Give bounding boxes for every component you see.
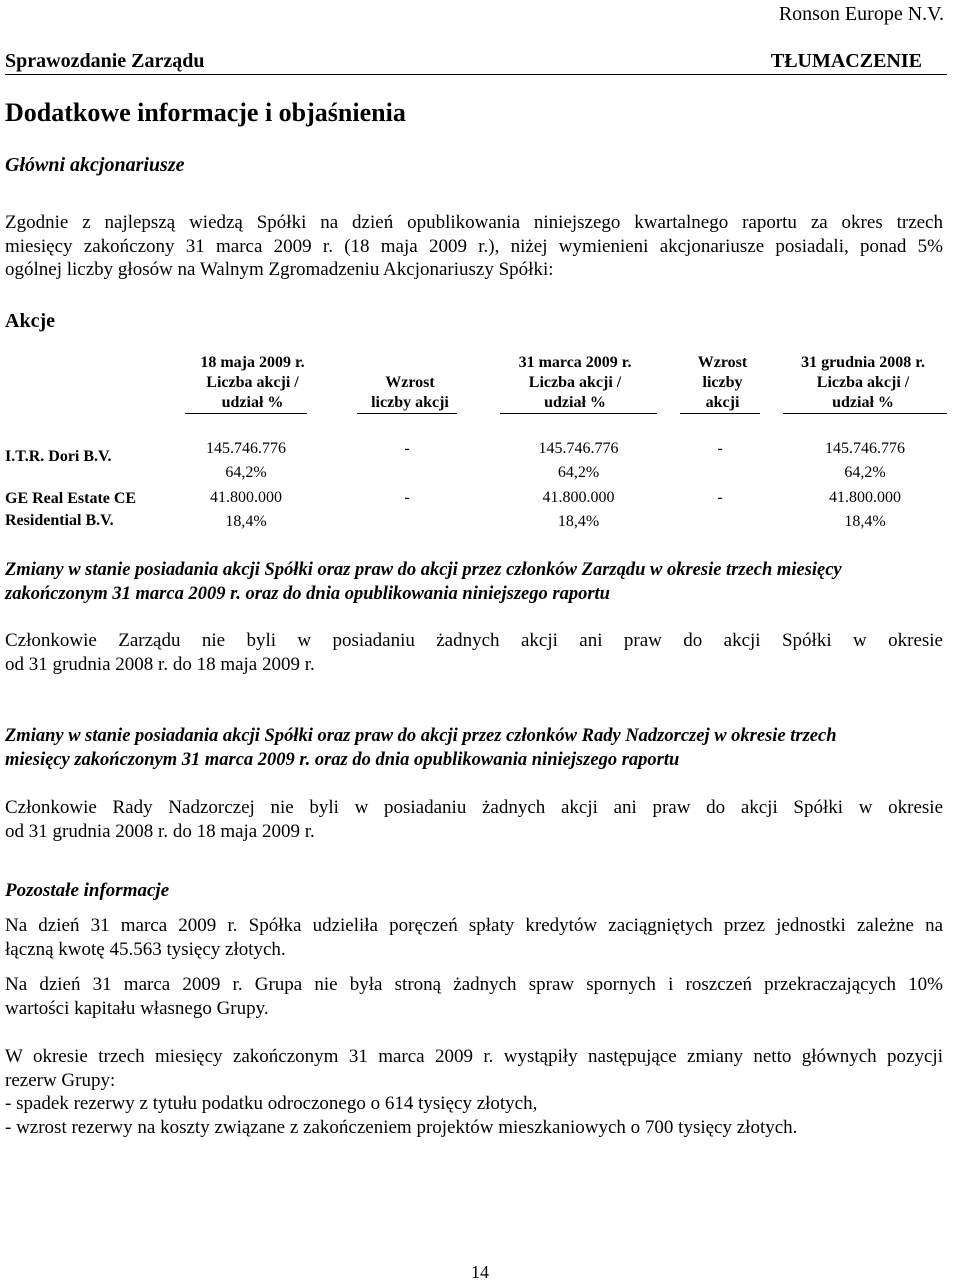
other-info-paragraph-2 (5, 973, 943, 1020)
text-line: łączną kwotę 45.563 tysięcy złotych. (5, 938, 286, 960)
column-underline (185, 413, 307, 414)
table-cell-increase: - (404, 440, 410, 457)
list-item: - spadek rezerwy z tytułu podatku odroczonego o 614 tysięcy złotych, (5, 1093, 538, 1114)
column-header-line: Liczba akcji / (816, 374, 910, 391)
header-divider (5, 74, 947, 75)
table-cell-increase: - (717, 489, 723, 506)
management-changes-text (5, 629, 943, 676)
column-underline (783, 413, 947, 414)
column-header-line: Liczba akcji / (206, 374, 299, 391)
text-line: W okresie trzech miesięcy zakończonym 31 marca 2009 r. wystąpiły następujące zmiany netto głównych pozycji (5, 1046, 943, 1067)
intro-line: ogólnej liczby głosów na Walnym Zgromadzeniu Akcjonariuszy Spółki: (5, 259, 554, 280)
table-cell-increase: - (404, 489, 410, 506)
text-line: od 31 grudnia 2008 r. do 18 maja 2009 r. (5, 653, 315, 675)
column-header-line: 31 marca 2009 r. (518, 354, 632, 371)
column-header-line: 31 grudnia 2008 r. (801, 354, 925, 371)
translation-label: TŁUMACZENIE (770, 50, 922, 72)
heading-line: Zmiany w stanie posiadania akcji Spółki oraz praw do akcji przez członków Rady Nadzorczej w okresie trzech (5, 726, 837, 746)
column-header-line: udział % (544, 394, 606, 411)
table-cell-percent: 18,4% (557, 513, 600, 530)
intro-line: miesięcy zakończony 31 marca 2009 r. (18 maja 2009 r.), niżej wymienieni akcjonariusze posiadali, ponad 5% (5, 235, 943, 257)
text-line: rezerw Grupy: (5, 1069, 116, 1091)
column-header-line: udział % (832, 394, 894, 411)
column-underline (357, 413, 457, 414)
table-cell-percent: 18,4% (844, 513, 886, 530)
text-line: Członkowie Rady Nadzorczej nie byli w posiadaniu żadnych akcji ani praw do akcji Spółki w okresie (5, 797, 943, 818)
column-header-line: Wzrost (385, 374, 435, 391)
supervisory-changes-text (5, 796, 943, 843)
table-cell-percent: 64,2% (844, 464, 886, 481)
other-info-paragraph-3 (5, 1045, 943, 1139)
column-header-line: udział % (221, 394, 284, 411)
table-cell-shares: 41.800.000 (210, 489, 282, 506)
main-shareholders-heading: Główni akcjonariusze (5, 154, 185, 176)
heading-line: zakończonym 31 marca 2009 r. oraz do dnia opublikowania niniejszego raportu (5, 583, 610, 604)
shareholders-intro (5, 211, 943, 282)
section-title: Dodatkowe informacje i objaśnienia (5, 98, 406, 127)
table-cell-percent: 18,4% (225, 513, 267, 530)
text-line: Na dzień 31 marca 2009 r. Spółka udzieliła poręczeń spłaty kredytów zaciągniętych przez jednostki zależne na (5, 915, 943, 936)
list-item: - wzrost rezerwy na koszty związane z zakończeniem projektów mieszkaniowych o 700 tysięcy złotych. (5, 1116, 798, 1138)
report-title: Sprawozdanie Zarządu (5, 50, 205, 72)
shareholder-name-line: I.T.R. Dori B.V. (5, 448, 112, 465)
text-line: Na dzień 31 marca 2009 r. Grupa nie była stroną żadnych spraw spornych i roszczeń przekraczających 10% (5, 974, 943, 995)
other-info-paragraph-1 (5, 914, 943, 961)
supervisory-changes-heading (5, 725, 955, 772)
heading-line: Zmiany w stanie posiadania akcji Spółki oraz praw do akcji przez członków Zarządu w okresie trzech miesięcy (5, 560, 842, 580)
other-info-heading: Pozostałe informacje (5, 880, 170, 901)
column-header-18-may (185, 353, 320, 413)
table-cell-percent: 64,2% (225, 464, 267, 481)
column-header-line: akcji (705, 394, 740, 411)
column-header-31-december (783, 353, 943, 413)
shareholder-name-line: GE Real Estate CE (5, 490, 137, 507)
table-cell-shares: 145.746.776 (538, 440, 619, 457)
column-header-line: 18 maja 2009 r. (200, 354, 305, 371)
column-underline (500, 413, 657, 414)
column-header-line: liczby (702, 374, 743, 391)
column-header-increase-1 (345, 353, 475, 413)
table-cell-percent: 64,2% (557, 464, 600, 481)
column-header-increase-2 (680, 353, 765, 413)
column-header-line: Wzrost (697, 354, 748, 371)
shareholder-name (5, 446, 112, 468)
shares-label: Akcje (5, 310, 55, 332)
column-header-line (345, 353, 475, 373)
column-header-line: liczby akcji (371, 394, 449, 411)
table-cell-shares: 41.800.000 (542, 489, 615, 506)
page-number: 14 (471, 1262, 489, 1282)
text-line: Członkowie Zarządu nie byli w posiadaniu żadnych akcji ani praw do akcji Spółki w okresie (5, 630, 943, 651)
table-cell-shares: 145.746.776 (825, 440, 905, 457)
column-header-31-march (500, 353, 650, 413)
management-changes-heading (5, 559, 955, 606)
shareholder-name-line: Residential B.V. (5, 512, 114, 529)
intro-line: Zgodnie z najlepszą wiedzą Spółki na dzień opublikowania niniejszego kwartalnego raportu za okres trzech (5, 212, 943, 233)
column-header-line: Liczba akcji / (528, 374, 622, 391)
table-cell-increase: - (717, 440, 723, 457)
column-underline (680, 413, 760, 414)
heading-line: miesięcy zakończonym 31 marca 2009 r. oraz do dnia opublikowania niniejszego raportu (5, 749, 680, 770)
text-line: wartości kapitału własnego Grupy. (5, 997, 269, 1019)
text-line: od 31 grudnia 2008 r. do 18 maja 2009 r. (5, 820, 315, 842)
table-cell-shares: 145.746.776 (206, 440, 286, 457)
shareholder-name (5, 488, 136, 532)
company-name: Ronson Europe N.V. (778, 3, 944, 25)
table-cell-shares: 41.800.000 (829, 489, 901, 506)
